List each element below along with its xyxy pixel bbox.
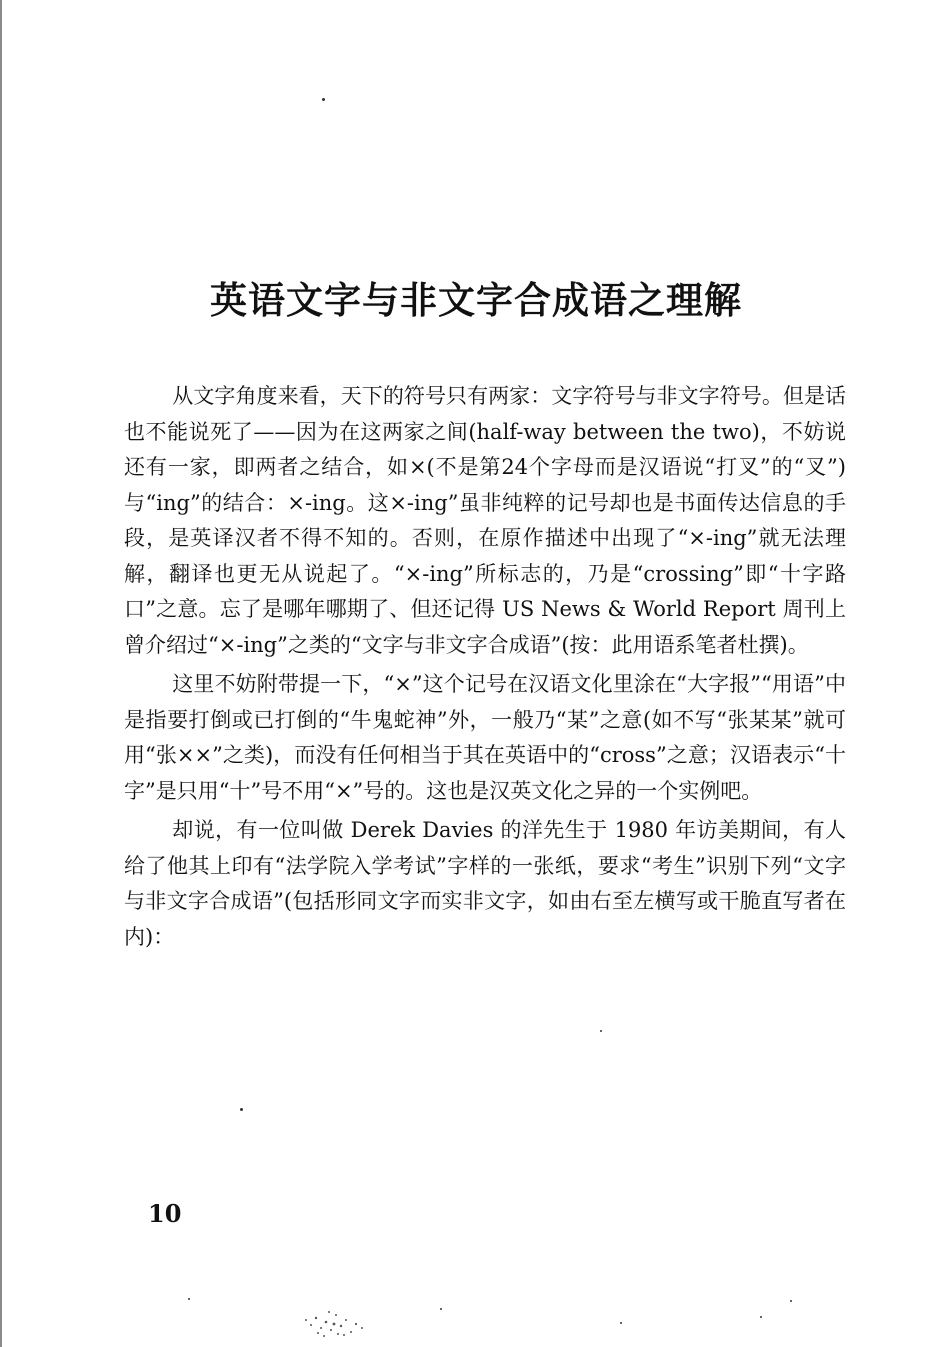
scan-speck xyxy=(790,1300,792,1302)
scan-speck xyxy=(760,1316,762,1318)
paragraph-1: 从文字角度来看，天下的符号只有两家：文字符号与非文字符号。但是话也不能说死了——因为在这两家之间(half-way between the two)，不妨说还有一家，即两者之结合，如×(不是第24个字母而是汉语说“打叉”的“叉”)与“ing”的结合：×-ing。这×-ing”虽非纯粹的记号却也是书面传达信息的手段，是英译汉者不得不知的。否则，在原作描述中出现了“×-ing”就无法理解，翻译也更无从说起了。“×-ing”所标志的，乃是“crossing”即“十字路口”之意。忘了是哪年哪期了、但还记得 US News & World Report 周刊上曾介绍过“×-ing”之类的“文字与非文字合成语”(按：此用语系笔者杜撰)。 xyxy=(124,384,846,657)
scan-noise xyxy=(296,1300,376,1340)
scan-speck xyxy=(600,1030,602,1032)
paragraph-2: 这里不妨附带提一下，“×”这个记号在汉语文化里涂在“大字报”“用语”中是指要打倒或已打倒的“牛鬼蛇神”外，一般乃“某”之意(如不写“张某某”就可用“张××”之类)，而没有任何相当于其在英语中的“cross”之意；汉语表示“十字”是只用“十”号不用“×”号的。这也是汉英文化之异的一个实例吧。 xyxy=(124,672,846,803)
scan-speck xyxy=(322,98,325,101)
scan-speck xyxy=(188,1298,190,1300)
scan-speck xyxy=(620,1322,622,1324)
page-number: 10 xyxy=(148,1199,182,1228)
body-text xyxy=(124,379,846,959)
scan-speck xyxy=(440,1308,442,1310)
page-title: 英语文字与非文字合成语之理解 xyxy=(210,278,742,322)
page-edge xyxy=(0,0,2,1347)
paragraph-3: 却说，有一位叫做 Derek Davies 的洋先生于 1980 年访美期间，有人给了他其上印有“法学院入学考试”字样的一张纸，要求“考生”识别下列“文字与非文字合成语”(包括形同文字而实非文字，如由右至左横写或干脆直写者在内)： xyxy=(124,818,846,949)
scan-speck xyxy=(240,1108,243,1111)
